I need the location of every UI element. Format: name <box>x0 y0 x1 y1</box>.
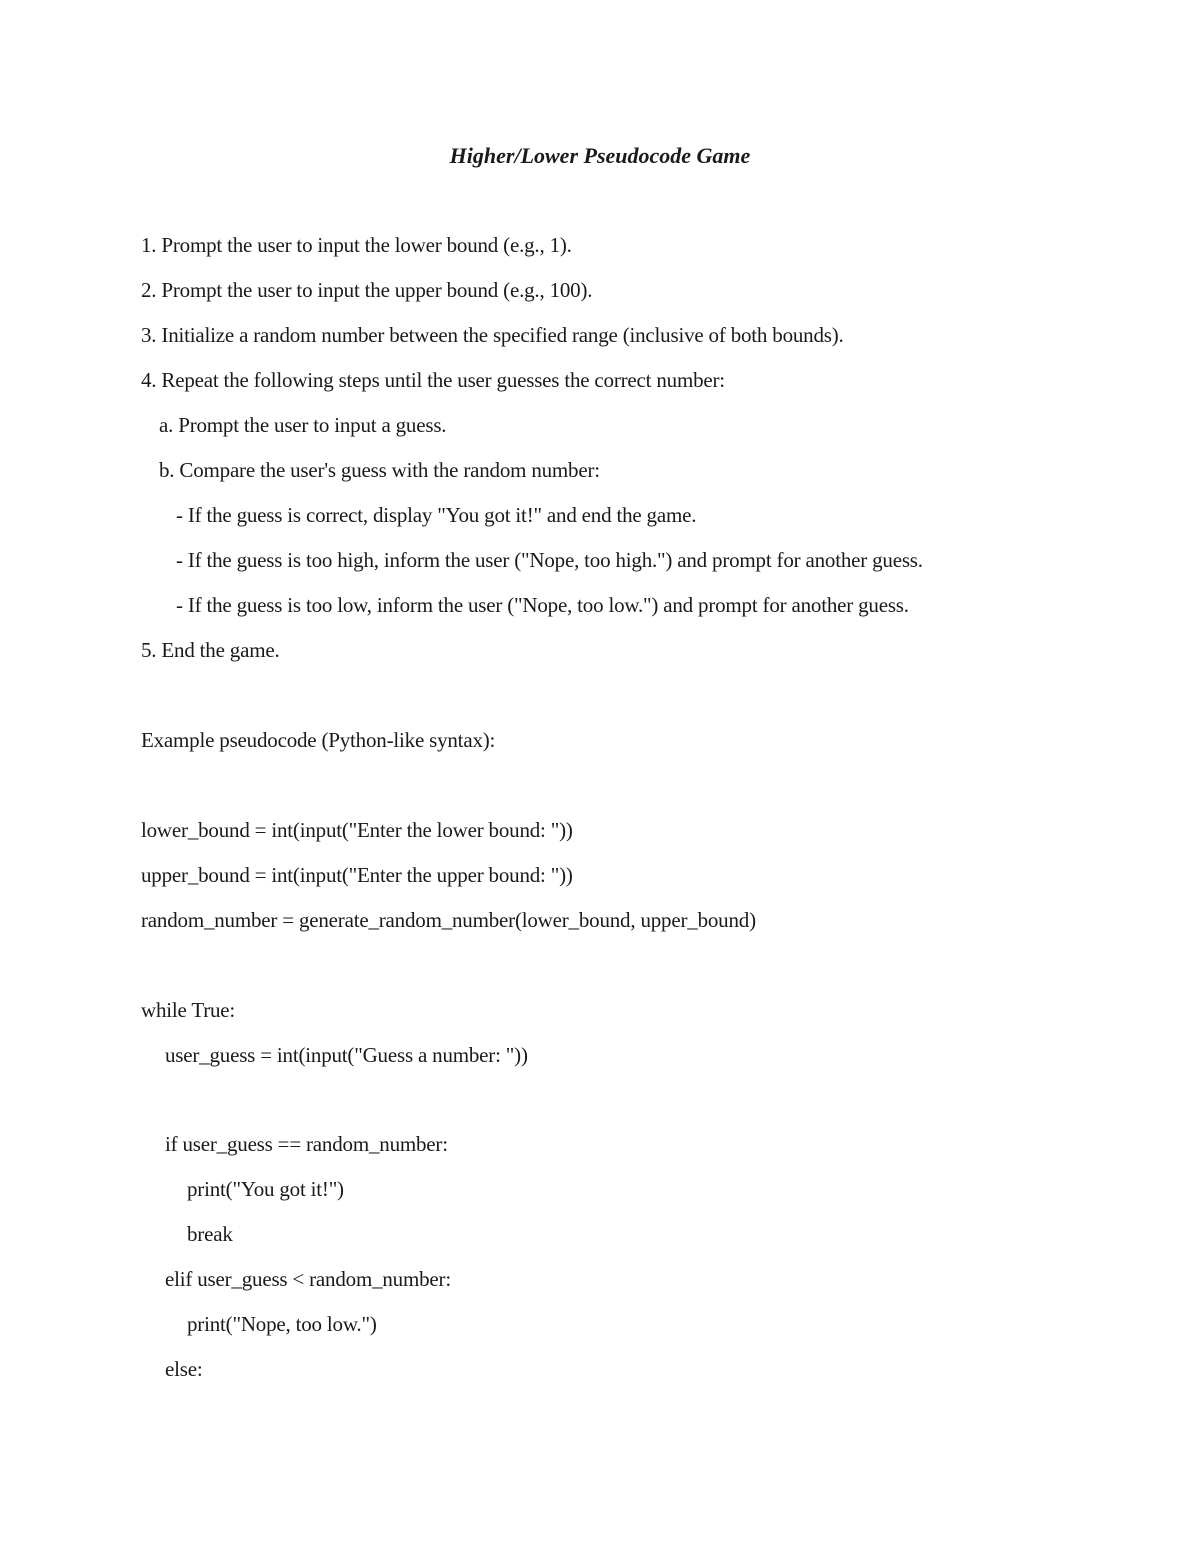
code-line: else: <box>165 1357 203 1381</box>
code-line: print("You got it!") <box>187 1177 344 1201</box>
step-5: 5. End the game. <box>141 638 280 662</box>
code-line: upper_bound = int(input("Enter the upper bound: ")) <box>141 863 573 887</box>
step-4b: b. Compare the user's guess with the random number: <box>159 458 600 482</box>
step-4b-too-low: - If the guess is too low, inform the user ("Nope, too low.") and prompt for another guess. <box>176 593 909 617</box>
code-line: random_number = generate_random_number(lower_bound, upper_bound) <box>141 908 756 932</box>
step-3: 3. Initialize a random number between the specified range (inclusive of both bounds). <box>141 323 844 347</box>
code-line: lower_bound = int(input("Enter the lower bound: ")) <box>141 818 573 842</box>
code-line: user_guess = int(input("Guess a number: ")) <box>165 1043 528 1067</box>
example-heading: Example pseudocode (Python-like syntax): <box>141 728 496 752</box>
code-line: while True: <box>141 998 236 1022</box>
code-line: break <box>187 1222 233 1246</box>
document-title: Higher/Lower Pseudocode Game <box>449 143 751 168</box>
step-2: 2. Prompt the user to input the upper bound (e.g., 100). <box>141 278 593 302</box>
step-4a: a. Prompt the user to input a guess. <box>159 413 447 437</box>
step-4: 4. Repeat the following steps until the user guesses the correct number: <box>141 368 725 392</box>
step-4b-correct: - If the guess is correct, display "You got it!" and end the game. <box>176 503 697 527</box>
code-line: print("Nope, too low.") <box>187 1312 377 1336</box>
code-line: elif user_guess < random_number: <box>165 1267 451 1291</box>
code-line: if user_guess == random_number: <box>165 1132 448 1156</box>
step-4b-too-high: - If the guess is too high, inform the user ("Nope, too high.") and prompt for another guess. <box>176 548 923 572</box>
step-1: 1. Prompt the user to input the lower bound (e.g., 1). <box>141 233 572 257</box>
